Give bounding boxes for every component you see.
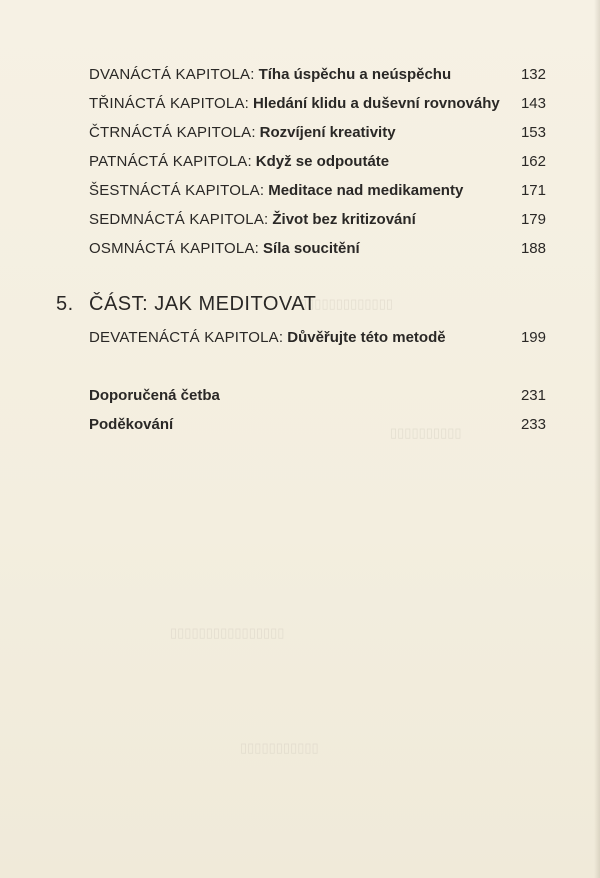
page-number: 153	[520, 124, 546, 141]
toc-entry-17: SEDMNÁCTÁ KAPITOLA: Život bez kritizování 179	[89, 211, 546, 228]
toc-entry-19: DEVATENÁCTÁ KAPITOLA: Důvěřujte této metodě 199	[89, 329, 546, 346]
page-number: 171	[520, 182, 546, 199]
page-number: 231	[520, 387, 546, 404]
page-number: 233	[520, 416, 546, 433]
bleed-through-text: ▯▯▯▯▯▯▯▯▯▯▯▯▯▯▯▯	[170, 625, 285, 640]
chapter-prefix: OSMNÁCTÁ KAPITOLA	[89, 240, 255, 257]
bleed-through-text: ▯▯▯▯▯▯▯▯▯▯	[390, 425, 462, 440]
toc-entry-13: TŘINÁCTÁ KAPITOLA: Hledání klidu a duševní rovnováhy 143	[89, 95, 546, 112]
toc-entry-12: DVANÁCTÁ KAPITOLA: Tíha úspěchu a neúspěchu 132	[89, 66, 546, 83]
chapter-prefix: ČTRNÁCTÁ KAPITOLA	[89, 124, 252, 141]
page-number: 132	[520, 66, 546, 83]
chapter-title: Když se odpoutáte	[255, 153, 390, 170]
toc-entry-14: ČTRNÁCTÁ KAPITOLA: Rozvíjení kreativity 153	[89, 124, 546, 141]
toc-entry-acknowledgements	[89, 416, 546, 434]
chapter-title: Důvěřujte této metodě	[287, 329, 446, 346]
page-number: 199	[520, 329, 546, 346]
part-number: 5.	[56, 293, 74, 315]
chapter-title: Meditace nad medikamenty	[268, 182, 464, 199]
chapter-prefix: DEVATENÁCTÁ KAPITOLA	[89, 329, 279, 346]
page-number: 188	[520, 240, 546, 257]
toc-entry-15: PATNÁCTÁ KAPITOLA: Když se odpoutáte 162	[89, 153, 546, 170]
toc-entry-16: ŠESTNÁCTÁ KAPITOLA: Meditace nad medikamenty 171	[89, 182, 546, 199]
chapter-title: Život bez kritizování	[272, 211, 416, 228]
part-title: ČÁST: JAK MEDITOVAT	[89, 293, 317, 315]
toc-entry-18: OSMNÁCTÁ KAPITOLA: Síla soucitění 188	[89, 240, 546, 257]
back-matter-title: Doporučená četba	[89, 387, 220, 404]
chapter-prefix: DVANÁCTÁ KAPITOLA	[89, 66, 251, 83]
chapter-title: Síla soucitění	[263, 240, 360, 257]
page-number: 179	[520, 211, 546, 228]
chapter-title: Rozvíjení kreativity	[259, 124, 396, 141]
chapter-prefix: PATNÁCTÁ KAPITOLA	[89, 153, 248, 170]
chapter-prefix: SEDMNÁCTÁ KAPITOLA	[89, 211, 265, 228]
chapter-prefix: ŠESTNÁCTÁ KAPITOLA	[89, 182, 260, 199]
toc-entry-reading	[89, 387, 546, 405]
page-edge-shadow	[594, 0, 600, 878]
part-heading	[56, 292, 316, 316]
page-number: 162	[520, 153, 546, 170]
chapter-prefix: TŘINÁCTÁ KAPITOLA	[89, 95, 245, 112]
chapter-title: Hledání klidu a duševní rovnováhy	[253, 95, 500, 112]
chapter-title: Tíha úspěchu a neúspěchu	[258, 66, 452, 83]
bleed-through-text: ▯▯▯▯▯▯▯▯▯▯▯▯▯	[300, 296, 393, 311]
page-number: 143	[520, 95, 546, 112]
back-matter-title: Poděkování	[89, 416, 174, 433]
bleed-through-text: ▯▯▯▯▯▯▯▯▯▯▯	[240, 740, 319, 755]
